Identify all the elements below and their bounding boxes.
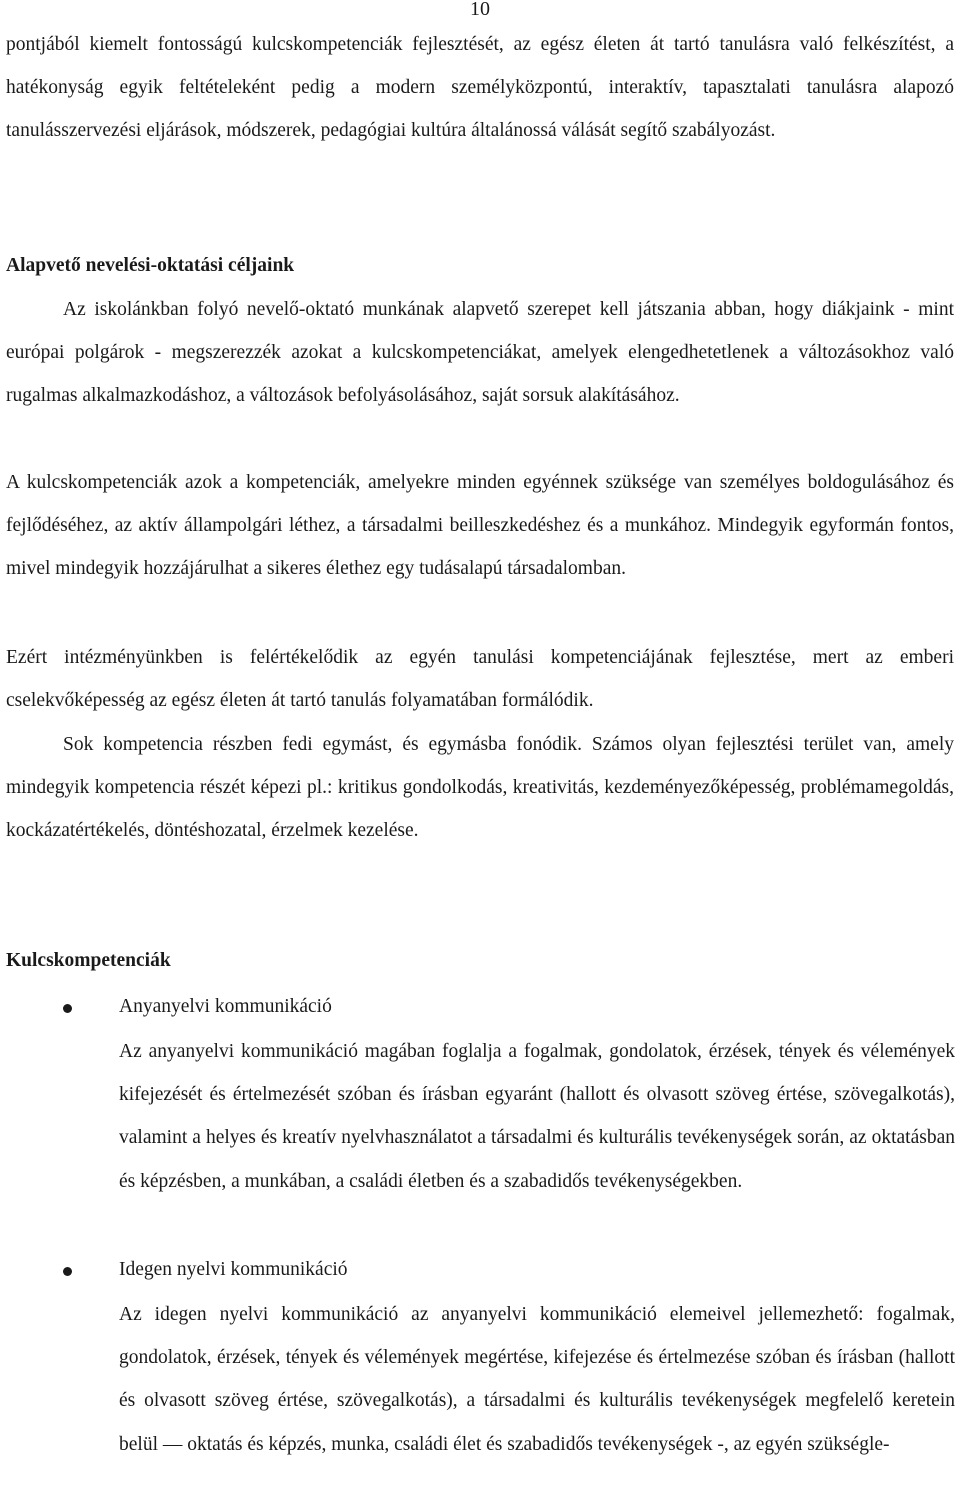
goals-paragraph-3: Ezért intézményünkben is felértékelődik az egyén tanulási kompetenciájának fejlesztése, mert az emberi cselekvőképesség az egész életen át tartó tanulás folyamatában formálódik.: [6, 647, 954, 712]
list-item-title: Idegen nyelvi kommunikáció: [119, 1259, 348, 1280]
section-heading-key-competences: Kulcskompetenciák: [6, 950, 171, 971]
bullet-icon: [63, 1267, 72, 1276]
page-number: 10: [470, 0, 490, 20]
list-item-title: Anyanyelvi kommunikáció: [119, 996, 332, 1017]
goals-paragraph-2: A kulcskompetenciák azok a kompetenciák, amelyekre minden egyénnek szüksége van személyes boldogulásához és fejlődéséhez, az aktív állampolgári léthez, a társadalmi beilleszkedéshez és a munkához. Mindegyik egyformán fontos, mivel mindegyik hozzájárulhat a sikeres élethez egy tudásalapú társadalomban.: [6, 472, 954, 580]
list-item-body: Az anyanyelvi kommunikáció magában foglalja a fogalmak, gondolatok, érzések, tények és vélemények kifejezését és értelmezését szóban és írásban egyaránt (hallott és olvasott szöveg értése, szövegalkotás), valamint a helyes és kreatív nyelvhasználatot a társadalmi és kulturális tevékenységek során, az oktatásban és képzésben, a munkában, a családi életben és a szabadidős tevékenységekben.: [119, 1041, 955, 1192]
section-heading-goals: Alapvető nevelési-oktatási céljaink: [6, 255, 295, 276]
list-item-body: Az idegen nyelvi kommunikáció az anyanyelvi kommunikáció elemeivel jellemezhető: fogalmak, gondolatok, érzések, tények és vélemények megértése, kifejezése és értelmezése szóban és írásban (hallott és olvasott szöveg értése, szövegalkotás), a társadalmi és kulturális tevékenységek megfelelő keretein belül — oktatás és képzés, munka, családi élet és szabadidős tevékenységek -, az egyén szükségle-: [119, 1304, 955, 1455]
goals-paragraph-1: Az iskolánkban folyó nevelő-oktató munkának alapvető szerepet kell játszania abban, hogy diákjaink - mint európai polgárok - megszerezzék azokat a kulcskompetenciákat, amelyek elengedhetetlenek a változásokhoz való rugalmas alkalmazkodáshoz, a változások befolyásolásához, saját sorsuk alakításához.: [6, 299, 954, 407]
intro-paragraph: pontjából kiemelt fontosságú kulcskompetenciák fejlesztését, az egész életen át tartó tanulásra való felkészítést, a hatékonyság egyik feltételeként pedig a modern személyközpontú, interaktív, tapasztalati tanulásra alapozó tanulásszervezési eljárások, módszerek, pedagógiai kultúra általánossá válását segítő szabályozást.: [6, 34, 954, 142]
bullet-icon: [63, 1004, 72, 1013]
goals-paragraph-4: Sok kompetencia részben fedi egymást, és egymásba fonódik. Számos olyan fejlesztési terület van, amely mindegyik kompetencia részét képezi pl.: kritikus gondolkodás, kreativitás, kezdeményezőképesség, problémamegoldás, kockázatértékelés, döntéshozatal, érzelmek kezelése.: [6, 734, 954, 842]
